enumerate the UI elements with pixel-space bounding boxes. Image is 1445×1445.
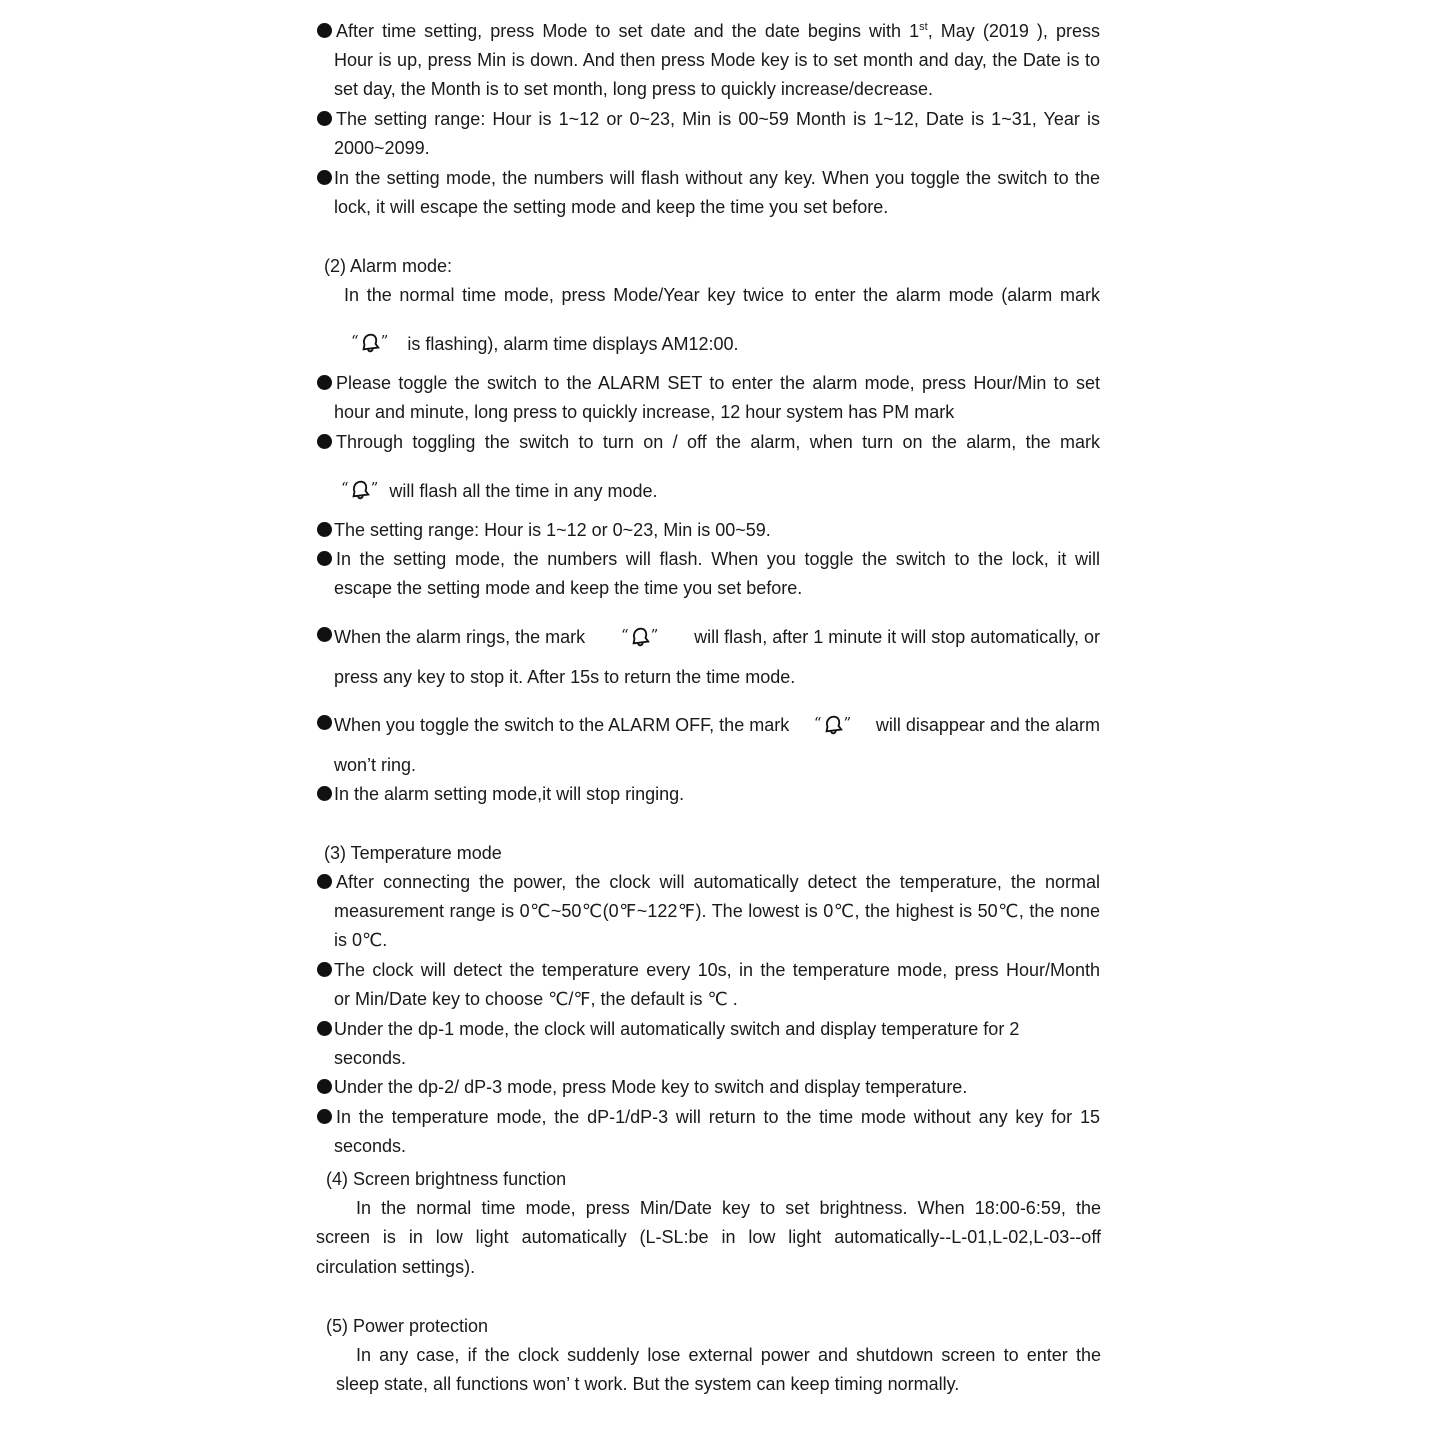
- text-fragment: When the alarm rings, the mark: [334, 626, 586, 647]
- bullet-dot: [317, 627, 332, 642]
- quote-mark: “: [351, 332, 359, 350]
- text-line: press any key to stop it. After 15s to return the time mode.: [334, 667, 796, 687]
- quote-mark: ”: [843, 714, 852, 732]
- text-line: [341, 477, 657, 502]
- bullet-dot: [317, 1109, 332, 1124]
- text-line: 2000~2099.: [334, 138, 430, 158]
- text-fragment: will flash all the time in any mode.: [389, 481, 658, 501]
- quote-mark: ”: [380, 332, 389, 350]
- text-line: In the normal time mode, press Mode/Year key twice to enter the alarm mode (alarm mark: [344, 285, 1100, 305]
- text-line: is 0℃.: [334, 930, 388, 950]
- text-line: seconds.: [334, 1136, 407, 1156]
- text-line: In the setting mode, the numbers will flash. When you toggle the switch to the lock, it will: [336, 549, 1100, 569]
- text-line: seconds.: [334, 1048, 407, 1068]
- text-line: Hour is up, press Min is down. And then press Mode key is to set month and day, the Date is to: [334, 50, 1100, 70]
- bullet-dot: [317, 111, 332, 126]
- text-fragment: will flash, after 1 minute it will stop automatically, or: [694, 626, 1100, 647]
- alarm-bell-icon: [629, 625, 651, 647]
- quote-mark: “: [341, 479, 349, 497]
- section-heading-alarm: (2) Alarm mode:: [324, 256, 453, 276]
- alarm-mark: [814, 712, 851, 737]
- bullet-dot: [317, 551, 332, 566]
- text-line: set day, the Month is to set month, long press to quickly increase/decrease.: [334, 79, 933, 99]
- quote-mark: “: [620, 626, 629, 644]
- text-fragment: , May (2019 ), press: [927, 21, 1100, 41]
- text-line: circulation settings).: [316, 1257, 476, 1277]
- section-heading-temperature: (3) Temperature mode: [324, 843, 502, 863]
- text-line: sleep state, all functions won’ t work. But the system can keep timing normally.: [336, 1374, 960, 1394]
- bullet-dot: [317, 522, 332, 537]
- alarm-mark: [621, 624, 658, 649]
- text-fragment: is flashing), alarm time displays AM12:00.: [407, 334, 739, 354]
- alarm-bell-icon: [349, 478, 371, 500]
- text-line: measurement range is 0℃~50℃(0℉~122℉). The lowest is 0℃, the highest is 50℃, the none: [334, 901, 1100, 921]
- text-line: The setting range: Hour is 1~12 or 0~23, Min is 00~59 Month is 1~12, Date is 1~31, Year is: [336, 109, 1100, 129]
- superscript: st: [919, 21, 928, 33]
- text-line: [351, 330, 739, 355]
- bullet-dot: [317, 786, 332, 801]
- text-line: In any case, if the clock suddenly lose external power and shutdown screen to enter the: [356, 1345, 1101, 1365]
- quote-mark: ”: [370, 479, 379, 497]
- text-line: won’t ring.: [334, 755, 417, 775]
- text-fragment: When you toggle the switch to the ALARM OFF, the mark: [334, 714, 790, 735]
- text-line: In the normal time mode, press Min/Date key to set brightness. When 18:00-6:59, the: [356, 1198, 1101, 1218]
- bullet-dot: [317, 1021, 332, 1036]
- text-line: In the setting mode, the numbers will flash without any key. When you toggle the switch to the: [334, 168, 1100, 188]
- text-line: escape the setting mode and keep the time you set before.: [334, 578, 803, 598]
- text-line: hour and minute, long press to quickly increase, 12 hour system has PM mark: [334, 402, 955, 422]
- text-line: [336, 20, 1100, 42]
- section-heading-power: (5) Power protection: [326, 1316, 489, 1336]
- bullet-dot: [317, 375, 332, 390]
- alarm-bell-icon: [359, 331, 381, 353]
- text-line: Under the dp-1 mode, the clock will automatically switch and display temperature for 2: [334, 1019, 1020, 1039]
- bullet-dot: [317, 874, 332, 889]
- text-line: [334, 624, 1100, 649]
- text-line: The setting range: Hour is 1~12 or 0~23, Min is 00~59.: [334, 520, 771, 540]
- text-line: Under the dp-2/ dP-3 mode, press Mode key to switch and display temperature.: [334, 1077, 968, 1097]
- bullet-dot: [317, 715, 332, 730]
- bullet-dot: [317, 170, 332, 185]
- text-line: After connecting the power, the clock will automatically detect the temperature, the normal: [336, 872, 1100, 892]
- quote-mark: ”: [650, 626, 659, 644]
- text-line: In the temperature mode, the dP-1/dP-3 will return to the time mode without any key for 15: [336, 1107, 1100, 1127]
- text-line: [334, 712, 1100, 737]
- text-line: Please toggle the switch to the ALARM SET to enter the alarm mode, press Hour/Min to set: [336, 373, 1100, 393]
- bullet-dot: [317, 434, 332, 449]
- text-line: Through toggling the switch to turn on / off the alarm, when turn on the alarm, the mark: [336, 432, 1100, 452]
- bullet-dot: [317, 23, 332, 38]
- section-heading-brightness: (4) Screen brightness function: [326, 1169, 567, 1189]
- text-line: screen is in low light automatically (L-SL:be in low light automatically--L-01,L-02,L-03--off: [316, 1227, 1101, 1247]
- quote-mark: “: [813, 714, 822, 732]
- text-fragment: will disappear and the alarm: [875, 714, 1100, 735]
- bullet-dot: [317, 1079, 332, 1094]
- text-line: lock, it will escape the setting mode and keep the time you set before.: [334, 197, 889, 217]
- text-line: or Min/Date key to choose ℃/℉, the default is ℃ .: [334, 989, 738, 1009]
- alarm-bell-icon: [822, 713, 844, 735]
- text-line: The clock will detect the temperature every 10s, in the temperature mode, press Hour/Month: [334, 960, 1100, 980]
- text-line: In the alarm setting mode,it will stop ringing.: [334, 784, 685, 804]
- bullet-dot: [317, 962, 332, 977]
- text-fragment: After time setting, press Mode to set date and the date begins with 1: [336, 21, 920, 41]
